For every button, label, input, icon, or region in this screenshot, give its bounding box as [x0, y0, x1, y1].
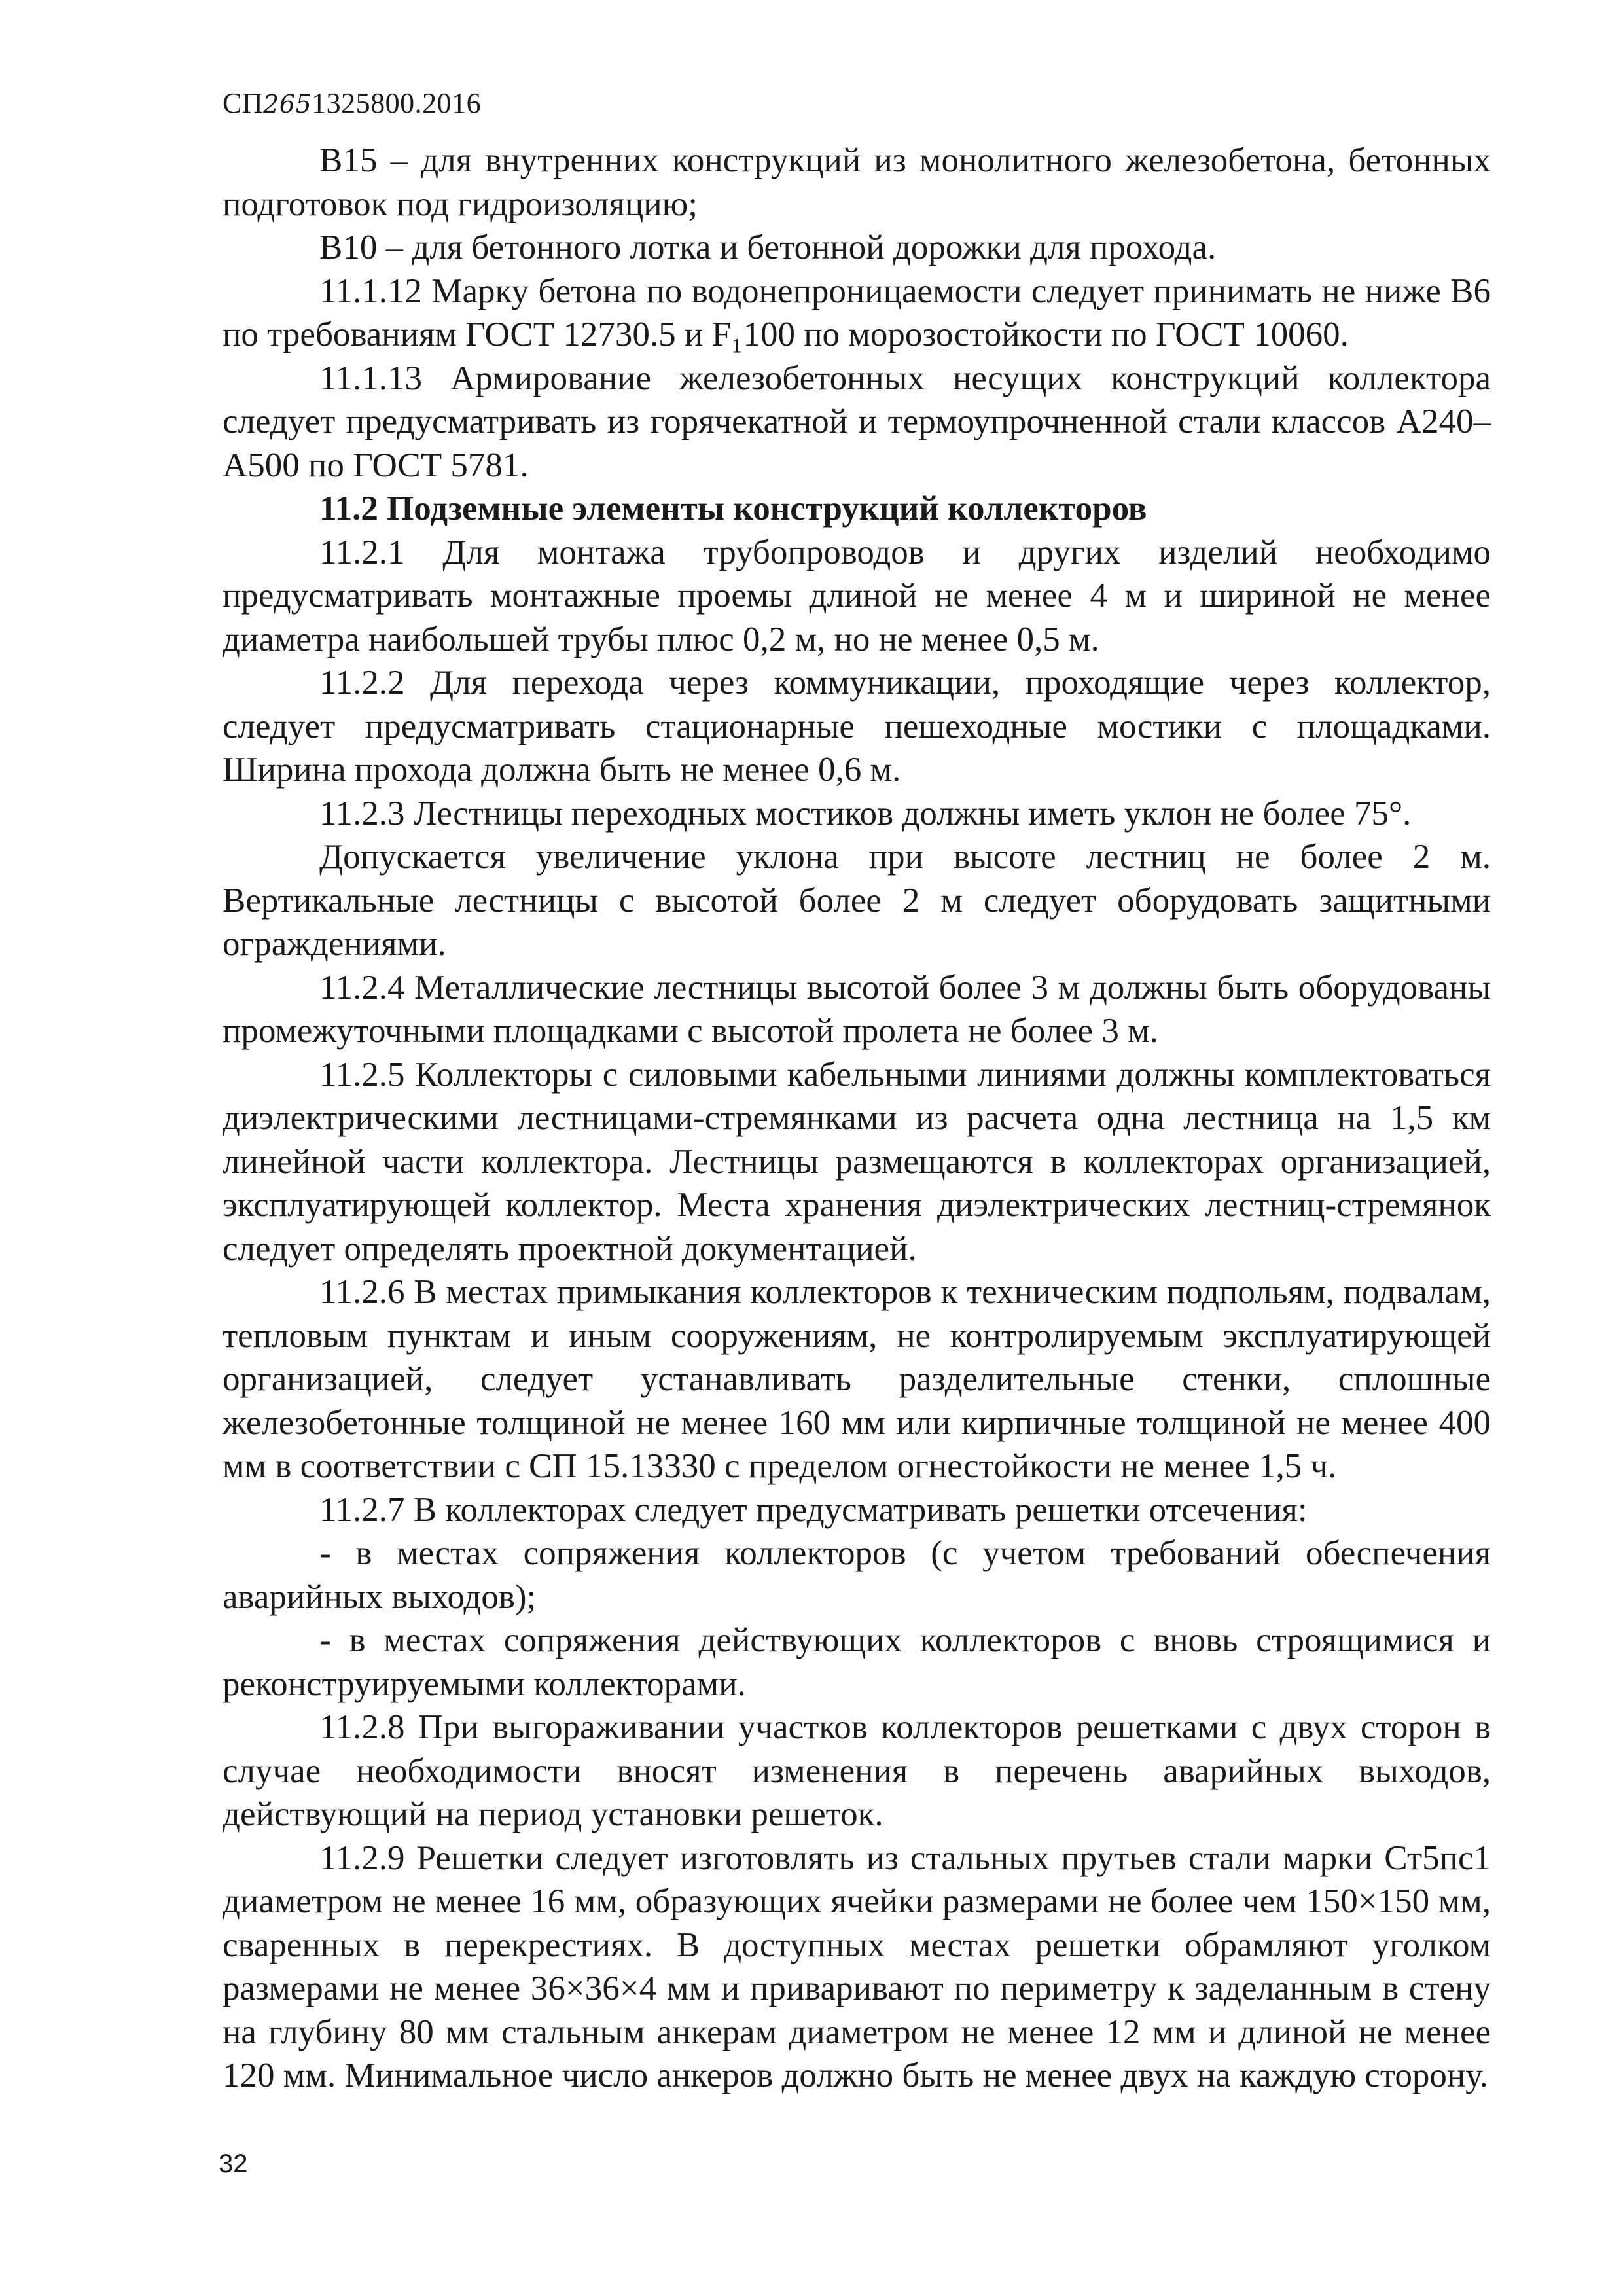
paragraph-b15: В15 – для внутренних конструкций из монолитного железобетона, бетонных подготовок под гидроизоляцию;	[223, 141, 1491, 223]
header-code: 1325800.2016	[312, 87, 482, 119]
paragraph-11-2-2: 11.2.2 Для перехода через коммуникации, проходящие через коллектор, следует предусматривать стационарные пешеходные мостики с площадками. Ширина прохода должна быть не менее 0,6 м.	[223, 664, 1491, 789]
paragraph-11-1-12: 11.1.12 Марку бетона по водонепроницаемости следует принимать не ниже В6 по требованиям ГОСТ 12730.5 и F₁100 по морозостойкости по ГОСТ 10060.	[223, 272, 1491, 353]
paragraph-11-2-4: 11.2.4 Металлические лестницы высотой более 3 м должны быть оборудованы промежуточными площадками с высотой пролета не более 3 м.	[223, 968, 1491, 1050]
paragraph-b10: В10 – для бетонного лотка и бетонной дорожки для прохода.	[319, 228, 1217, 266]
section-heading-11-2: 11.2 Подземные элементы конструкций коллекторов	[319, 490, 1147, 528]
paragraph-11-2-3: 11.2.3 Лестницы переходных мостиков должны иметь уклон не более 75°.	[319, 794, 1412, 833]
list-item-junctions: - в местах сопряжения коллекторов (с учетом требований обеспечения аварийных выходов);	[223, 1534, 1491, 1616]
document-code-header	[223, 86, 481, 120]
paragraph-11-2-6: 11.2.6 В местах примыкания коллекторов к техническим подпольям, подвалам, тепловым пунктам и иным сооружениям, не контролируемым эксплуатирующей организацией, следует устанавливать разделительные стенки, сплошные железобетонные толщиной не менее 160 мм или кирпичные толщиной не менее 400 мм в соответствии с СП 15.13330 с пределом огнестойкости не менее 1,5 ч.	[223, 1273, 1491, 1485]
paragraph-11-2-1: 11.2.1 Для монтажа трубопроводов и других изделий необходимо предусматривать монтажные проемы длиной не менее 4 м и шириной не менее диаметра наибольшей трубы плюс 0,2 м, но не менее 0,5 м.	[223, 533, 1491, 658]
handwritten-number: 265	[263, 90, 312, 118]
header-prefix: СП	[223, 87, 264, 119]
paragraph-11-2-9: 11.2.9 Решетки следует изготовлять из стальных прутьев стали марки Ст5пс1 диаметром не менее 16 мм, образующих ячейки размерами не более чем 150×150 мм, сваренных в перекрестиях. В доступных местах решетки обрамляют уголком размерами не менее 36×36×4 мм и приваривают по периметру к заделанным в стену на глубину 80 мм стальным анкерам диаметром не менее 12 мм и длиной не менее 120 мм. Минимальное число анкеров должно быть не менее двух на каждую сторону.	[223, 1839, 1491, 2094]
paragraph-11-2-8: 11.2.8 При выгораживании участков коллекторов решетками с двух сторон в случае необходимости вносят изменения в перечень аварийных выходов, действующий на период установки решеток.	[223, 1708, 1491, 1833]
list-item-new-collectors: - в местах сопряжения действующих коллекторов с вновь строящимися и реконструируемыми коллекторами.	[223, 1621, 1491, 1703]
page-number: 32	[219, 2149, 248, 2178]
paragraph-11-1-13: 11.1.13 Армирование железобетонных несущих конструкций коллектора следует предусматривать из горячекатной и термоупрочненной стали классов А240–А500 по ГОСТ 5781.	[223, 359, 1491, 484]
paragraph-11-2-5: 11.2.5 Коллекторы с силовыми кабельными линиями должны комплектоваться диэлектрическими лестницами-стремянками из расчета одна лестница на 1,5 км линейной части коллектора. Лестницы размещаются в коллекторах организацией, эксплуатирующей коллектор. Места хранения диэлектрических лестниц-стремянок следует определять проектной документацией.	[223, 1055, 1491, 1268]
paragraph-11-2-7: 11.2.7 В коллекторах следует предусматривать решетки отсечения:	[319, 1490, 1308, 1529]
paragraph-11-2-3-note: Допускается увеличение уклона при высоте лестниц не более 2 м. Вертикальные лестницы с высотой более 2 м следует оборудовать защитными ограждениями.	[223, 838, 1491, 963]
document-body	[223, 139, 1491, 2098]
